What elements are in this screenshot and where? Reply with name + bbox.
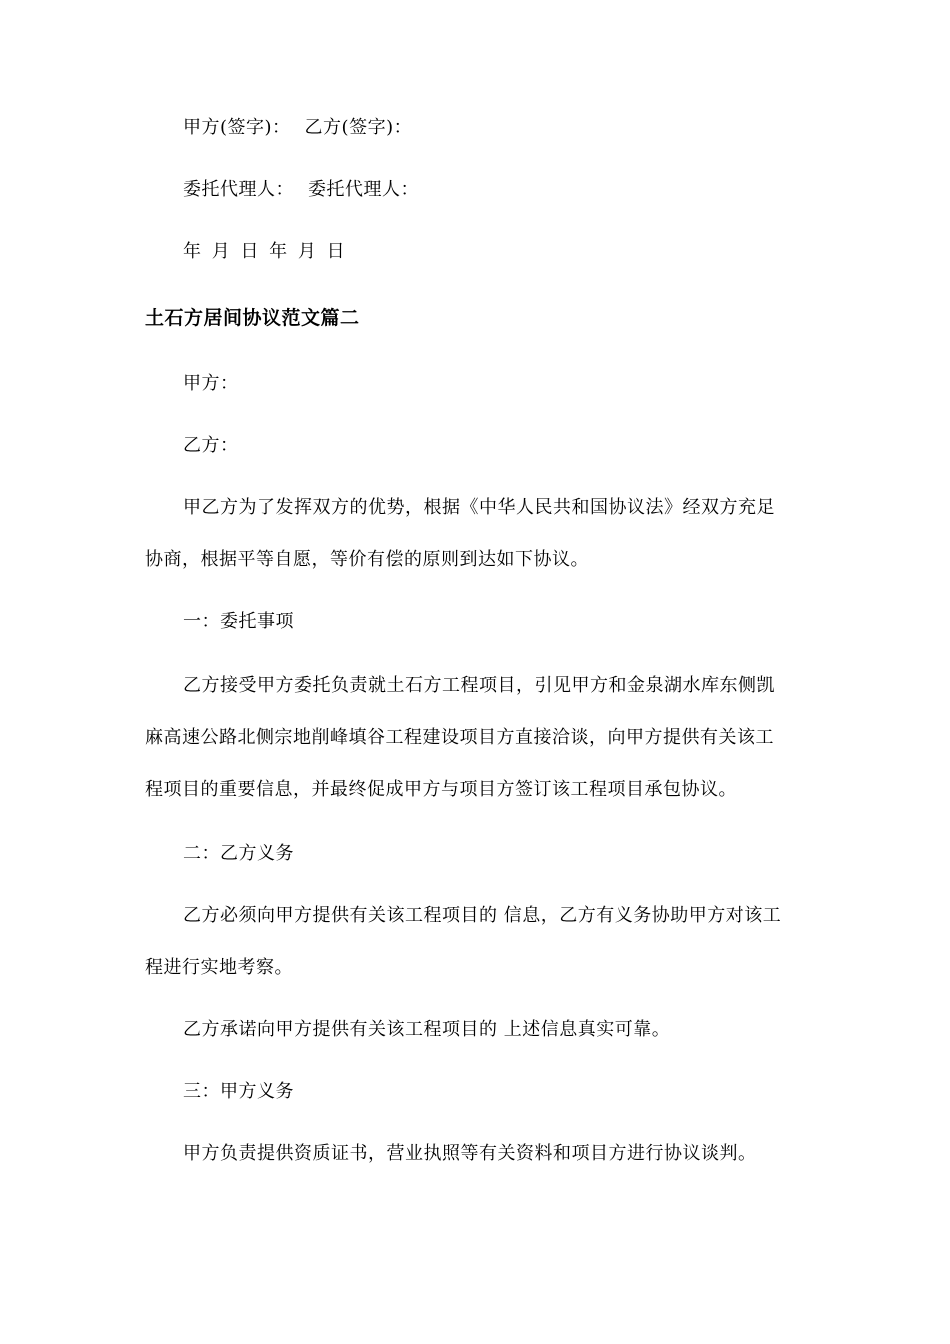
clause-3-paragraph-1: 甲方负责提供资质证书，营业执照等有关资料和项目方进行协议谈判。 (183, 1143, 757, 1164)
clause-1-line-2: 麻高速公路北侧宗地削峰填谷工程建设项目方直接洽谈，向甲方提供有关该工 (145, 727, 774, 748)
clause-2-paragraph-2: 乙方承诺向甲方提供有关该工程项目的 上述信息真实可靠。 (183, 1019, 671, 1040)
party-a-signature-label: 甲方(签字)： (183, 117, 291, 138)
intro-paragraph-line-1: 甲乙方为了发挥双方的优势，根据《中华人民共和国协议法》经双方充足 (183, 497, 775, 518)
party-a-agent-label: 委托代理人： (183, 179, 294, 200)
clause-2-title: 二：乙方义务 (183, 843, 294, 864)
date-row: 年 月 日 年 月 日 (183, 241, 346, 262)
signature-row (183, 116, 412, 140)
party-b-agent-label: 委托代理人： (308, 179, 419, 200)
party-b-label: 乙方： (183, 435, 239, 456)
clause-3-title: 三：甲方义务 (183, 1081, 294, 1102)
agent-row (183, 178, 419, 202)
party-a-label: 甲方： (183, 373, 239, 394)
clause-1-line-3: 程项目的重要信息，并最终促成甲方与项目方签订该工程项目承包协议。 (145, 779, 737, 800)
section-title: 土石方居间协议范文篇二 (145, 307, 360, 329)
intro-paragraph-line-2: 协商，根据平等自愿，等价有偿的原则到达如下协议。 (145, 549, 589, 570)
clause-2-paragraph-1-line-2: 程进行实地考察。 (145, 957, 293, 978)
clause-1-title: 一：委托事项 (183, 611, 294, 632)
clause-2-paragraph-1-line-1: 乙方必须向甲方提供有关该工程项目的 信息，乙方有义务协助甲方对该工 (183, 905, 782, 926)
party-b-signature-label: 乙方(签字)： (304, 117, 413, 138)
clause-1-line-1: 乙方接受甲方委托负责就土石方工程项目，引见甲方和金泉湖水库东侧凯 (183, 675, 775, 696)
